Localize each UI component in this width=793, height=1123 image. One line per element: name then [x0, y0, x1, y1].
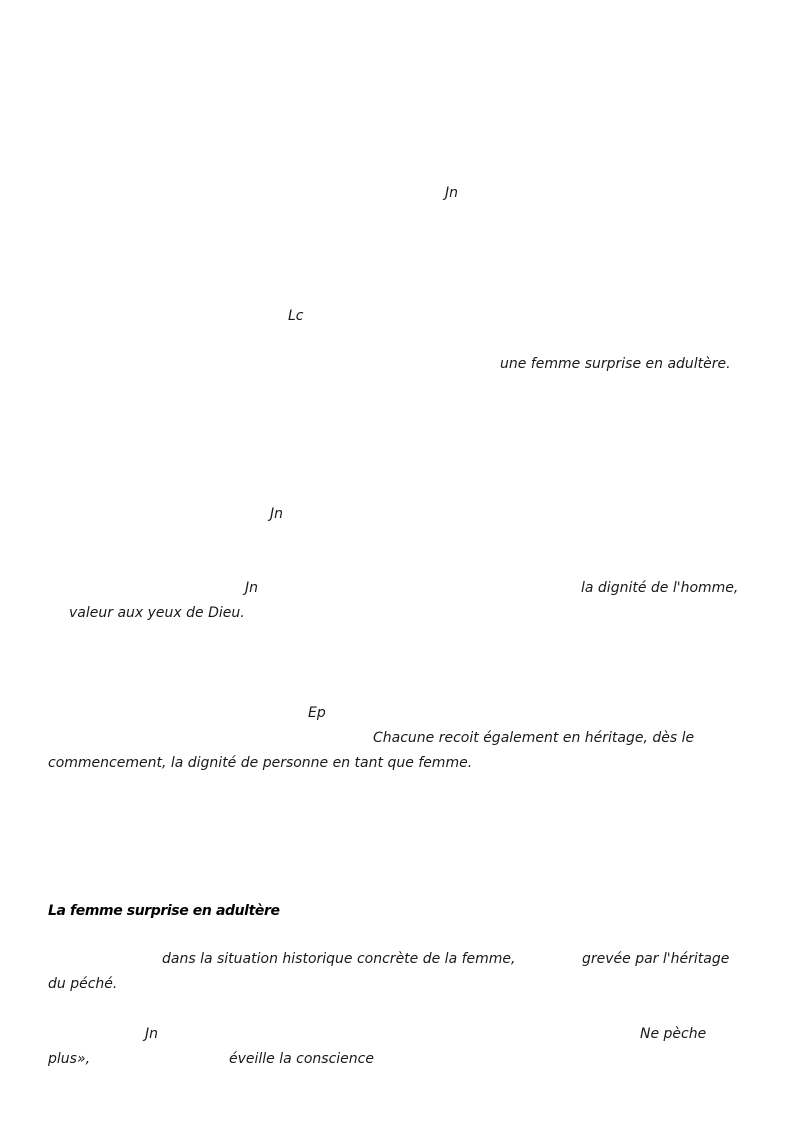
scripture-reference-ep: Ep — [308, 705, 326, 721]
text-fragment: grevée par l'héritage — [582, 951, 730, 967]
text-fragment: du péché. — [48, 976, 118, 992]
text-fragment: valeur aux yeux de Dieu. — [69, 605, 245, 621]
text-fragment: dans la situation historique concrète de la femme, — [162, 951, 516, 967]
text-fragment: Ne pèche — [640, 1026, 707, 1042]
text-fragment: commencement, la dignité de personne en tant que femme. — [48, 755, 473, 771]
scripture-reference-jn: Jn — [145, 1026, 159, 1042]
scripture-reference-lc: Lc — [288, 308, 304, 324]
text-fragment: Chacune recoit également en héritage, dès le — [373, 730, 695, 746]
scripture-reference-jn: Jn — [445, 185, 459, 201]
section-heading: La femme surprise en adultère — [48, 903, 280, 919]
scripture-reference-jn: Jn — [245, 580, 259, 596]
text-fragment: la dignité de l'homme, — [581, 580, 739, 596]
text-fragment: éveille la conscience — [229, 1051, 374, 1067]
scripture-reference-jn: Jn — [270, 506, 284, 522]
text-fragment: plus», — [48, 1051, 91, 1067]
text-fragment: une femme surprise en adultère. — [500, 356, 731, 372]
